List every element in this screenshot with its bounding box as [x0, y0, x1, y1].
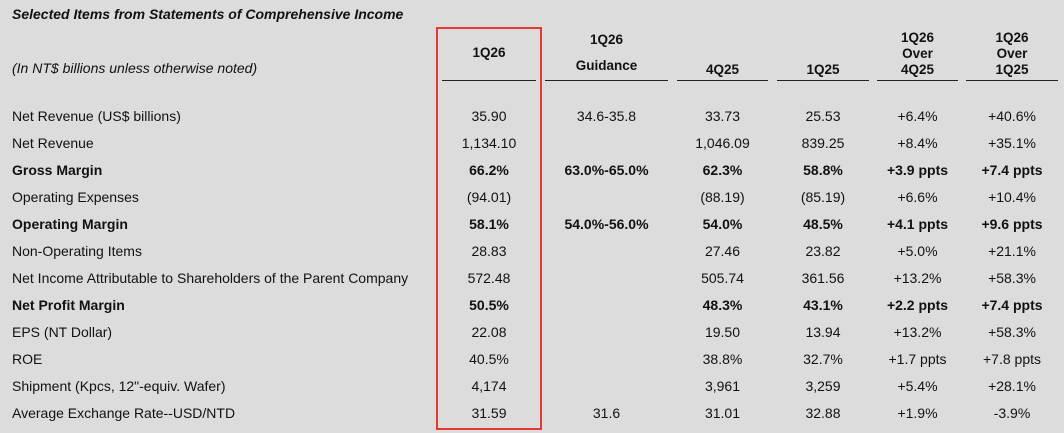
cell-value: +13.2%: [893, 324, 942, 340]
row-label: Net Revenue (US$ billions): [12, 108, 181, 124]
column-header: [545, 28, 668, 81]
column-header-line: Guidance: [575, 58, 638, 73]
column-header-line: 1Q26: [995, 30, 1029, 45]
row-label: Operating Margin: [12, 216, 128, 232]
unit-note: (In NT$ billions unless otherwise noted): [12, 60, 258, 76]
cell-value: 839.25: [801, 135, 845, 151]
cell-value: 58.8%: [803, 162, 843, 178]
cell-value: 40.5%: [469, 351, 509, 367]
cell-value: 361.56: [801, 270, 845, 286]
cell-value: 32.88: [805, 405, 841, 421]
cell-value: 58.1%: [469, 216, 509, 232]
cell-value: 572.48: [467, 270, 511, 286]
cell-value: 32.7%: [803, 351, 843, 367]
cell-value: 38.8%: [702, 351, 743, 367]
column-header: [677, 28, 768, 81]
row-label: Net Profit Margin: [12, 297, 125, 313]
cell-value: +58.3%: [988, 270, 1036, 286]
cell-value: (88.19): [700, 189, 745, 205]
cell-value: 34.6-35.8: [576, 108, 637, 124]
cell-value: +21.1%: [988, 243, 1036, 259]
column-header: [877, 28, 958, 81]
row-label: EPS (NT Dollar): [12, 324, 113, 340]
cell-value: +7.8 ppts: [983, 351, 1041, 367]
cell-value: +8.4%: [897, 135, 938, 151]
cell-value: 19.50: [704, 324, 741, 340]
cell-value: +5.0%: [897, 243, 938, 259]
column-header-line: 1Q26: [589, 32, 624, 47]
cell-value: 63.0%-65.0%: [564, 162, 649, 178]
row-label: ROE: [12, 351, 43, 367]
cell-value: 3,961: [704, 378, 741, 394]
cell-value: 50.5%: [469, 297, 509, 313]
row-label: Net Income Attributable to Shareholders of the Parent Company: [12, 270, 409, 286]
column-header: [777, 28, 869, 81]
cell-value: 4,174: [471, 378, 507, 394]
row-label: Operating Expenses: [12, 189, 139, 205]
cell-value: 31.6: [592, 405, 621, 421]
cell-value: +58.3%: [988, 324, 1036, 340]
cell-value: +6.4%: [897, 108, 938, 124]
cell-value: 43.1%: [803, 297, 843, 313]
highlight-box-1q26: [436, 27, 542, 430]
cell-value: 31.59: [471, 405, 507, 421]
cell-value: 35.90: [471, 108, 507, 124]
row-label: Net Revenue: [12, 135, 94, 151]
cell-value: +40.6%: [988, 108, 1036, 124]
cell-value: 3,259: [805, 378, 841, 394]
column-header-line: 1Q26: [900, 30, 935, 45]
row-label: Average Exchange Rate--USD/NTD: [12, 405, 236, 421]
column-header-line: 1Q25: [995, 62, 1029, 77]
cell-value: 48.3%: [702, 297, 743, 313]
table-title: Selected Items from Statements of Comprehensive Income: [12, 6, 404, 22]
cell-value: +7.4 ppts: [981, 297, 1043, 313]
cell-value: +28.1%: [988, 378, 1036, 394]
cell-value: 22.08: [471, 324, 507, 340]
cell-value: 1,046.09: [695, 135, 750, 151]
row-label: Non-Operating Items: [12, 243, 142, 259]
row-label: Shipment (Kpcs, 12"-equiv. Wafer): [12, 378, 226, 394]
cell-value: +13.2%: [893, 270, 942, 286]
cell-value: (94.01): [466, 189, 512, 205]
column-header-line: Over: [996, 46, 1028, 61]
column-header-line: 4Q25: [705, 62, 740, 77]
cell-value: +7.4 ppts: [981, 162, 1043, 178]
cell-value: 54.0%: [702, 216, 743, 232]
cell-value: 54.0%-56.0%: [564, 216, 649, 232]
cell-value: 25.53: [805, 108, 841, 124]
cell-value: +1.7 ppts: [888, 351, 947, 367]
cell-value: 28.83: [471, 243, 507, 259]
column-header: [966, 28, 1058, 81]
row-label: Gross Margin: [12, 162, 103, 178]
cell-value: -3.9%: [993, 405, 1031, 421]
cell-value: 13.94: [805, 324, 841, 340]
cell-value: (85.19): [800, 189, 846, 205]
cell-value: 1,134.10: [461, 135, 517, 151]
cell-value: +5.4%: [897, 378, 938, 394]
cell-value: 31.01: [704, 405, 741, 421]
cell-value: +1.9%: [897, 405, 938, 421]
cell-value: 66.2%: [469, 162, 509, 178]
cell-value: 62.3%: [702, 162, 743, 178]
cell-value: +3.9 ppts: [886, 162, 949, 178]
column-header-line: 4Q25: [900, 62, 935, 77]
column-header-line: 1Q25: [806, 62, 840, 77]
column-header-line: Over: [902, 46, 933, 61]
cell-value: 23.82: [805, 243, 841, 259]
cell-value: 27.46: [704, 243, 741, 259]
cell-value: 48.5%: [803, 216, 843, 232]
cell-value: 33.73: [704, 108, 741, 124]
cell-value: +4.1 ppts: [886, 216, 949, 232]
cell-value: 505.74: [701, 270, 744, 286]
cell-value: +35.1%: [988, 135, 1036, 151]
cell-value: +2.2 ppts: [886, 297, 949, 313]
cell-value: +9.6 ppts: [981, 216, 1043, 232]
column-header-line: 1Q26: [472, 45, 506, 60]
cell-value: +6.6%: [897, 189, 938, 205]
cell-value: +10.4%: [988, 189, 1036, 205]
